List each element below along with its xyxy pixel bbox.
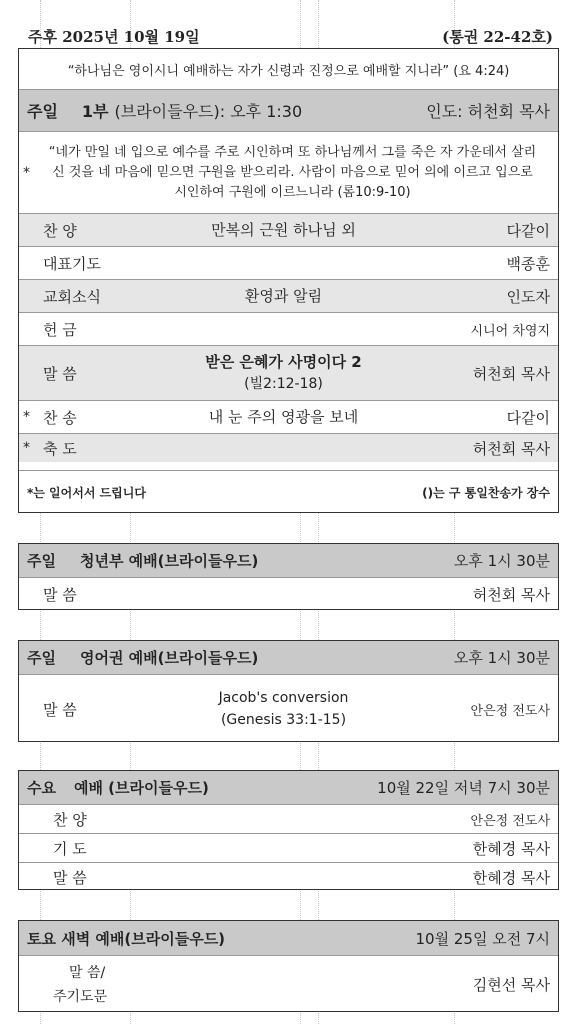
youth-service-box	[18, 543, 559, 610]
wednesday-item-label: 기 도	[53, 839, 87, 858]
wednesday-item-person: 한혜경 목사	[472, 839, 550, 858]
wednesday-item-row	[19, 804, 558, 833]
bulletin-date: 주후 2025년 10월 19일	[28, 28, 200, 46]
service-place-time: (브라이들우드): 오후 1:30	[114, 102, 303, 121]
wednesday-item-label: 말 씀	[53, 868, 87, 887]
standing-marker	[23, 247, 41, 279]
wednesday-item-person: 한혜경 목사	[472, 868, 550, 887]
order-item-content: 내 눈 주의 영광을 보네	[208, 408, 359, 426]
standing-marker: *	[23, 440, 30, 456]
english-sermon-label: 말 씀	[43, 700, 77, 719]
service-day: 주일	[27, 102, 58, 121]
standing-note: *는 일어서서 드립니다	[27, 486, 146, 500]
youth-preacher: 허천회 목사	[472, 586, 550, 604]
standing-marker	[23, 313, 41, 345]
wednesday-title: 예배 (브라이들우드)	[73, 779, 209, 797]
order-item-content: 만복의 근원 하나님 외	[211, 221, 356, 239]
english-day: 주일	[27, 649, 56, 667]
wednesday-item-row	[19, 862, 558, 891]
english-sermon-row	[19, 674, 558, 743]
standing-marker	[23, 280, 41, 312]
standing-marker: *	[23, 409, 30, 425]
order-item-person: 백종훈	[506, 254, 550, 273]
wednesday-item-row	[19, 833, 558, 862]
english-sermon-title: Jacob's conversion	[218, 690, 349, 706]
english-title: 영어권 예배(브라이들우드)	[79, 649, 259, 667]
wednesday-item-label: 찬 양	[53, 810, 87, 829]
wednesday-service-box	[18, 770, 559, 890]
saturday-service-box	[18, 920, 559, 1012]
order-item-row	[19, 345, 558, 400]
saturday-label-2: 주기도문	[53, 988, 108, 1005]
order-item-row	[19, 279, 558, 312]
order-item-label: 헌 금	[43, 320, 77, 339]
order-item-label: 찬 송	[43, 408, 77, 427]
sunday-notes-row	[19, 470, 558, 514]
issue-number: (통권 22-42호)	[442, 28, 553, 46]
hymnal-note: ()는 구 통일찬송가 장수	[422, 486, 550, 500]
standing-marker	[23, 346, 41, 400]
order-item-row	[19, 312, 558, 345]
order-item-label: 대표기도	[43, 254, 101, 273]
youth-heading	[19, 544, 558, 577]
order-item-person: 인도자	[506, 287, 550, 306]
english-preacher: 안은정 전도사	[470, 703, 550, 719]
wednesday-day: 수요	[27, 779, 56, 797]
order-item-person: 허천회 목사	[472, 364, 550, 383]
saturday-time: 10월 25일 오전 7시	[415, 929, 550, 948]
order-item-row	[19, 400, 558, 433]
order-item-content: 환영과 알림	[244, 287, 323, 305]
top-verse: “하나님은 영이시니 예배하는 자가 신령과 진정으로 예배할 지니라” (요 4:24)	[67, 64, 510, 79]
youth-day: 주일	[27, 552, 56, 570]
bulletin-header	[18, 22, 559, 48]
order-item-row	[19, 213, 558, 246]
sunday-service-box	[18, 48, 559, 513]
youth-sermon-label: 말 씀	[43, 586, 77, 604]
wednesday-heading	[19, 771, 558, 804]
order-item-ref: (빌2:12-18)	[244, 376, 323, 392]
order-item-content: 받은 은혜가 사명이다 2	[205, 353, 362, 371]
saturday-label-1: 말 씀/	[69, 964, 106, 981]
saturday-title: 토요 새벽 예배(브라이들우드)	[27, 929, 226, 948]
top-verse-row	[19, 49, 558, 89]
order-item-person: 시니어 차영지	[470, 323, 550, 339]
saturday-heading	[19, 921, 558, 955]
standing-marker: *	[23, 164, 30, 181]
sunday-verse: “네가 만일 네 입으로 예수를 주로 시인하며 또 하나님께서 그를 죽은 자 가운데서 살리신 것을 네 마음에 믿으면 구원을 받으리라. 사람이 마음으로 믿어 의에 이르고 입으로 시인하여 구원에 이르느니라 (롬10:9-10)	[48, 144, 537, 200]
youth-title: 청년부 예배(브라이들우드)	[79, 552, 259, 570]
wednesday-item-person: 안은정 전도사	[470, 813, 550, 829]
order-item-row	[19, 246, 558, 279]
saturday-preacher: 김현선 목사	[472, 976, 550, 994]
order-item-label: 교회소식	[43, 287, 101, 306]
service-part: 1부	[81, 102, 109, 121]
sunday-service-heading	[19, 89, 558, 131]
order-item-row	[19, 433, 558, 462]
service-leader: 인도: 허천회 목사	[426, 102, 550, 121]
order-item-person: 다같이	[506, 221, 550, 240]
order-item-label: 말 씀	[43, 364, 77, 383]
standing-marker	[23, 214, 41, 246]
sunday-verse-row	[19, 131, 558, 213]
order-item-person: 다같이	[506, 408, 550, 427]
youth-sermon-row	[19, 577, 558, 611]
english-service-box	[18, 640, 559, 742]
order-item-label: 찬 양	[43, 221, 77, 240]
wednesday-time: 10월 22일 저녁 7시 30분	[377, 779, 550, 797]
english-heading	[19, 641, 558, 674]
youth-time: 오후 1시 30분	[453, 552, 550, 570]
order-item-person: 허천회 목사	[472, 439, 550, 458]
english-sermon-ref: (Genesis 33:1-15)	[220, 712, 347, 728]
saturday-sermon-row	[19, 955, 558, 1013]
order-item-label: 축 도	[43, 439, 77, 458]
english-time: 오후 1시 30분	[453, 649, 550, 667]
